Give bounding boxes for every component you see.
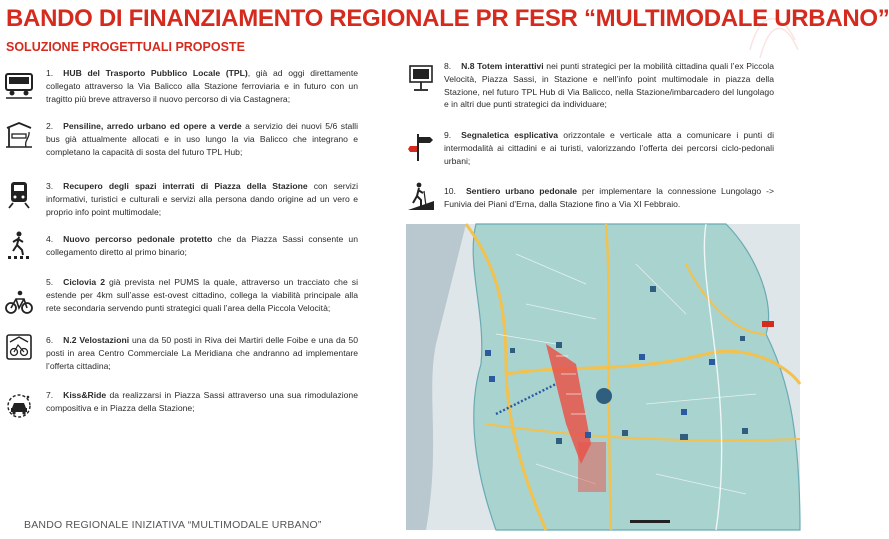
- list-item-pensiline: [4, 120, 399, 160]
- item-number: 1.: [46, 68, 54, 78]
- page-title: BANDO DI FINANZIAMENTO REGIONALE PR FESR “MULTIMODALE URBANO”: [6, 5, 889, 32]
- item-number: 7.: [46, 390, 54, 400]
- item-body: orizzontale e verticale atta a comunicare i punti di intermodalità ai cittadini e ai turisti, valorizzando l’offerta dei percorsi ciclo-pedonali urbani;: [444, 130, 774, 166]
- item-body: una da 50 posti in Riva dei Martiri delle Foibe e una da 50 posti in area Centro Commerciale La Meridiana che andranno ad implementare l’offerta cittadina;: [46, 335, 358, 371]
- list-item-segnaletica: [406, 129, 796, 169]
- footer-text: BANDO REGIONALE INIZIATIVA “MULTIMODALE URBANO”: [24, 519, 322, 531]
- item-lead: Kiss&Ride: [63, 390, 107, 400]
- list-item-kiss-ride: [4, 389, 399, 419]
- shelter-icon: [4, 120, 34, 150]
- list-item-percorso-pedonale: [4, 233, 399, 263]
- item-body: , già ad oggi direttamente collegato attraverso la Via Balicco alla Stazione ferroviaria e in futuro con un tragitto più breve attraverso il nuovo percorso di via Castagnera;: [46, 68, 358, 104]
- map-graphic: [406, 224, 800, 530]
- project-map: [406, 224, 800, 530]
- item-number: 6.: [46, 335, 54, 345]
- decorative-pattern-icon: [740, 0, 800, 60]
- item-lead: N.8 Totem interattivi: [461, 61, 544, 71]
- page-subtitle: SOLUZIONE PROGETTUALI PROPOSTE: [6, 40, 245, 54]
- item-number: 2.: [46, 121, 54, 131]
- item-lead: N.2 Velostazioni: [63, 335, 130, 345]
- signpost-icon: [406, 132, 436, 162]
- item-lead: Segnaletica esplicativa: [461, 130, 559, 140]
- kiss-ride-icon: [4, 391, 34, 421]
- bike-station-icon: [4, 332, 34, 362]
- item-number: 10.: [444, 186, 456, 196]
- item-body: a servizio dei nuovi 5/6 stalli bus già attualmente allocati e in uso lungo la via Balicco che integrano e completano la capacità di sosta del futuro TPL Hub;: [46, 121, 358, 157]
- item-number: 3.: [46, 181, 54, 191]
- item-lead: Recupero degli spazi interrati di Piazza della Stazione: [63, 181, 308, 191]
- bicycle-icon: [4, 288, 34, 318]
- pedestrian-icon: [4, 230, 34, 260]
- list-item-totem: [406, 60, 796, 110]
- item-lead: Ciclovia 2: [63, 277, 105, 287]
- item-body: con servizi informativi, turistici e culturali e servizi alla persona dando origine ad un vero e proprio info point multimodale;: [46, 181, 358, 217]
- item-lead: Pensiline, arredo urbano ed opere a verde: [63, 121, 242, 131]
- item-number: 9.: [444, 130, 452, 140]
- map-legend-badge: [762, 321, 774, 327]
- item-body: nei punti strategici per la mobilità cittadina quali l’ex Piccola Velocità, Piazza Sassi, in Stazione e nell’info point multimodale in piazza della Stazione, nel futuro TPL Hub di Via Balicco, nella Stazione/imbarcadero del lungolago e in altri due punti strategici da individuare;: [444, 61, 774, 110]
- item-body: per implementare la connessione Lungolago -> Funivia dei Piani d’Erna, dalla Stazione fino a Via XI Febbraio.: [444, 186, 774, 209]
- item-number: 4.: [46, 234, 54, 244]
- list-item-sentiero: [406, 185, 796, 215]
- list-item-velostazioni: [4, 334, 399, 371]
- bus-icon: [4, 70, 34, 100]
- list-item-ciclovia: [4, 276, 399, 316]
- item-number: 5.: [46, 277, 54, 287]
- item-lead: HUB del Trasporto Pubblico Locale (TPL): [63, 68, 248, 78]
- hiker-icon: [406, 181, 436, 211]
- item-body: da realizzarsi in Piazza Sassi attraverso una sua rimodulazione compositiva e in Piazza della Stazione;: [46, 390, 358, 413]
- totem-icon: [406, 63, 436, 93]
- item-body: già prevista nel PUMS la quale, attraverso un tracciato che si estende per 4km sull’asse est-ovest cittadino, collega la viabilità principale alla rete secondaria servendo punti strategici quali l’area della Piccola Velocità;: [46, 277, 358, 313]
- item-lead: Nuovo percorso pedonale protetto: [63, 234, 213, 244]
- train-icon: [4, 180, 34, 210]
- list-item-hub-tpl: [4, 67, 399, 107]
- item-body: che da Piazza Sassi consente un collegamento diretto al primo binario;: [46, 234, 358, 257]
- item-lead: Sentiero urbano pedonale: [465, 186, 578, 196]
- list-item-spazi-interrati: [4, 180, 399, 220]
- item-number: 8.: [444, 61, 452, 71]
